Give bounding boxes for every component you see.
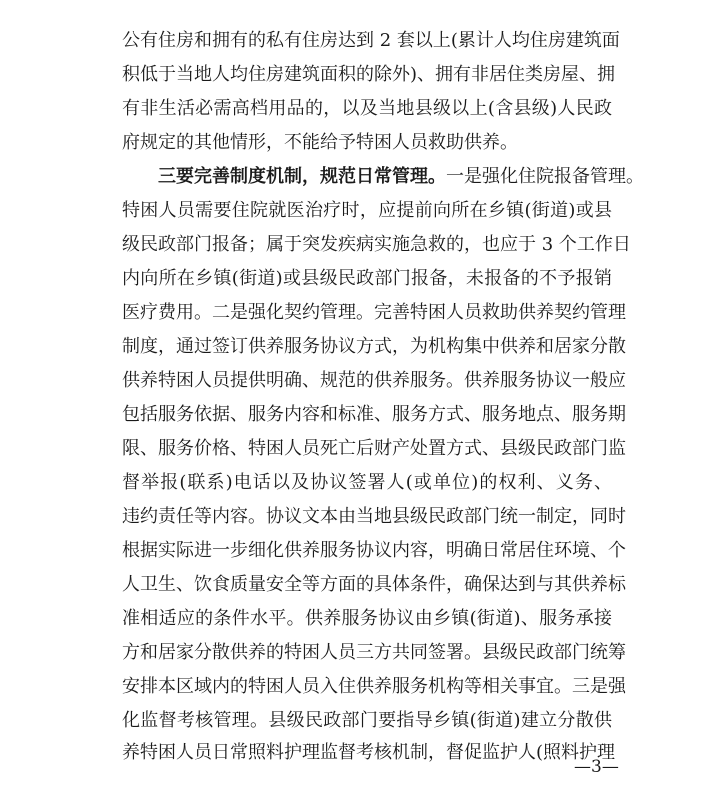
text-line: 级民政部门报备；属于突发疾病实施急救的，也应于 3 个工作日 xyxy=(122,234,631,255)
section-heading: 三要完善制度机制，规范日常管理。 xyxy=(158,166,446,187)
text-line: 制度，通过签订供养服务协议方式，为机构集中供养和居家分散 xyxy=(122,336,626,357)
text-line: 内向所在乡镇(街道)或县级民政部门报备，未报备的不予报销 xyxy=(122,268,612,289)
text-line: 安排本区域内的特困人员入住供养服务机构等相关事宜。三是强 xyxy=(122,676,626,697)
text-line: 府规定的其他情形，不能给予特困人员救助供养。 xyxy=(122,132,518,153)
text-line: 督举报(联系)电话以及协议签署人(或单位)的权利、义务、 xyxy=(122,472,612,493)
text-line: 公有住房和拥有的私有住房达到 2 套以上(累计人均住房建筑面 xyxy=(122,30,620,51)
text-line: 包括服务依据、服务内容和标准、服务方式、服务地点、服务期 xyxy=(122,404,626,425)
text-line: 特困人员需要住院就医治疗时，应提前向所在乡镇(街道)或县 xyxy=(122,200,612,221)
text-line: 医疗费用。二是强化契约管理。完善特困人员救助供养契约管理 xyxy=(122,302,626,323)
text-line: 人卫生、饮食质量安全等方面的具体条件，确保达到与其供养标 xyxy=(122,574,626,595)
page-number: —3— xyxy=(574,757,619,777)
text-line: 根据实际进一步细化供养服务协议内容，明确日常居住环境、个 xyxy=(122,540,626,561)
text-line: 积低于当地人均住房建筑面积的除外)、拥有非居住类房屋、拥 xyxy=(122,64,616,85)
text-line: 化监督考核管理。县级民政部门要指导乡镇(街道)建立分散供 xyxy=(122,710,612,731)
text-line: 限、服务价格、特困人员死亡后财产处置方式、县级民政部门监 xyxy=(122,438,626,459)
text-line: 准相适应的条件水平。供养服务协议由乡镇(街道)、服务承接 xyxy=(122,608,612,629)
text-line: 有非生活必需高档用品的，以及当地县级以上(含县级)人民政 xyxy=(122,98,612,119)
text-line: 违约责任等内容。协议文本由当地县级民政部门统一制定，同时 xyxy=(122,506,626,527)
text-line: 供养特困人员提供明确、规范的供养服务。供养服务协议一般应 xyxy=(122,370,626,391)
section-heading-line xyxy=(158,160,644,194)
text-line: 方和居家分散供养的特困人员三方共同签署。县级民政部门统筹 xyxy=(122,642,626,663)
text-line: 养特困人员日常照料护理监督考核机制，督促监护人(照料护理 xyxy=(122,742,616,763)
text-span: 一是强化住院报备管理。 xyxy=(446,166,644,187)
